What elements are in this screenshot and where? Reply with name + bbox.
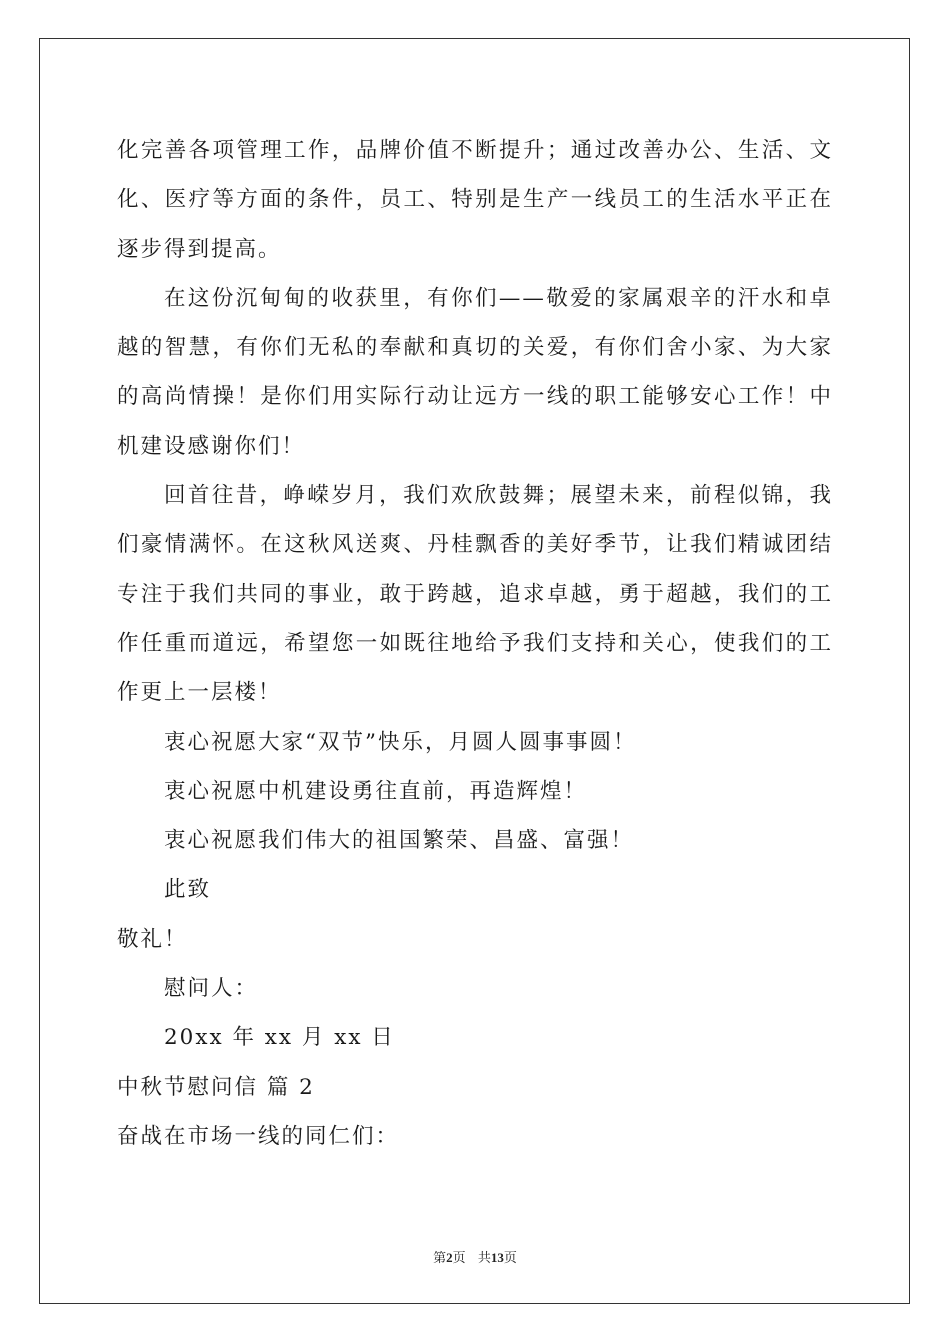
closing-regards: 敬礼！ [117,926,188,952]
total-pages: 13 [490,1250,504,1265]
total-unit: 页 [503,1251,517,1266]
wish-line-2: 衷心祝愿中机建设勇往直前，再造辉煌！ [164,778,588,804]
closing-salutation: 此致 [164,877,212,903]
wish-line-1: 衷心祝愿大家“双节”快乐，月圆人圆事事圆！ [164,729,637,755]
greeting-line: 奋战在市场一线的同仁们： [117,1123,400,1149]
paragraph-1: 化完善各项管理工作，品牌价值不断提升；通过改善办公、生活、文化、医疗等方面的条件，员工、特别是生产一线员工的生活水平正在逐步得到提高。 [117,138,833,262]
page-prefix: 第 [433,1251,447,1266]
section-heading: 中秋节慰问信 篇 2 [117,1074,315,1100]
page-number [433,1251,466,1266]
page-total [478,1251,517,1266]
wish-line-3: 衷心祝愿我们伟大的祖国繁荣、昌盛、富强！ [164,828,635,854]
page-footer [0,1247,950,1266]
page-unit: 页 [452,1251,466,1266]
current-page: 2 [446,1250,453,1265]
total-prefix: 共 [477,1251,491,1266]
paragraph-2: 在这份沉甸甸的收获里，有你们——敬爱的家属艰辛的汗水和卓越的智慧，有你们无私的奉献和真切的关爱，有你们舍小家、为大家的高尚情操！是你们用实际行动让远方一线的职工能够安心工作！中机建设感谢你们！ [117,285,833,459]
document-body [117,126,833,1161]
letter-date: 20xx 年 xx 月 xx 日 [164,1025,395,1051]
signature-label: 慰问人： [164,976,259,1002]
paragraph-3: 回首往昔，峥嵘岁月，我们欢欣鼓舞；展望未来，前程似锦，我们豪情满怀。在这秋风送爽、丹桂飘香的美好季节，让我们精诚团结专注于我们共同的事业，敢于跨越，追求卓越，勇于超越，我们的工作任重而道远，希望您一如既往地给予我们支持和关心，使我们的工作更上一层楼！ [117,483,833,706]
